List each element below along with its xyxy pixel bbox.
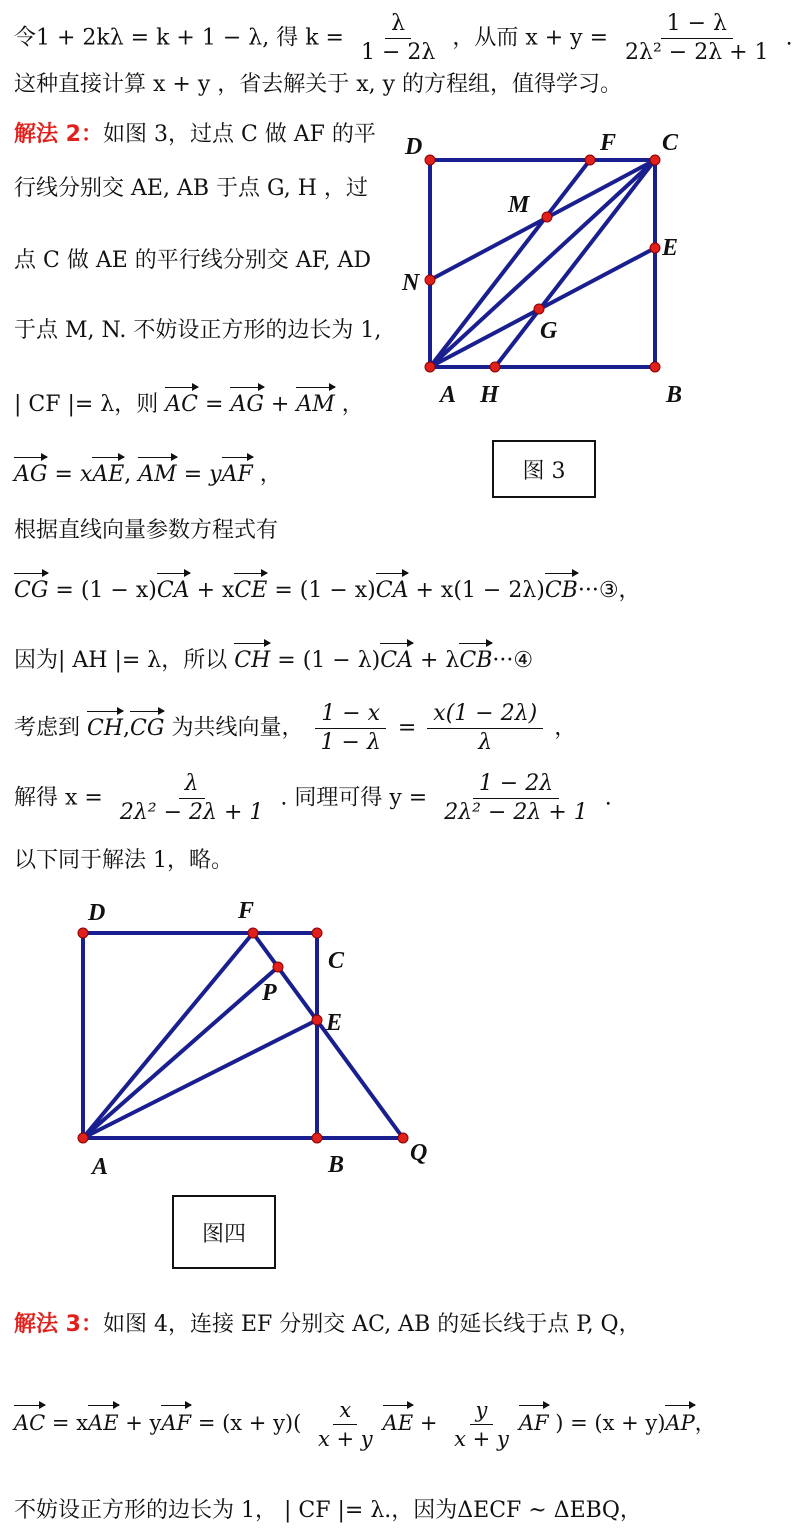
figure-4-lines: [83, 933, 403, 1138]
param-line: 根据直线向量参数方程式有: [14, 518, 279, 543]
label-B: B: [666, 382, 683, 408]
fraction-col-1: $\frac{1 - x}{1 - \lambda}$: [314, 700, 386, 757]
fraction-sum: $\frac{1 - \lambda}{\text{2λ² − 2λ + 1}}$: [625, 11, 769, 65]
label-D: D: [88, 900, 106, 926]
fraction-x: $\frac{\lambda}{\text{2λ² − 2λ + 1}}$: [119, 771, 264, 825]
text-k-eq: 令1 + 2kλ = k + 1 − λ, 得 k =: [14, 25, 344, 51]
figure-3: [390, 120, 690, 420]
label-C: C: [662, 130, 679, 156]
label-C: C: [328, 948, 345, 974]
ag-line: AG = xAE, AM = yAF ，: [14, 460, 282, 490]
ah-equation: 因为| AH |= λ，所以 CH = (1 − λ)CA + λCB···④: [14, 646, 533, 676]
line-2: 这种直接计算 x + y ，省去解关于 x, y 的方程组，值得学习。: [14, 72, 623, 97]
label-D: D: [405, 134, 423, 160]
vector-AG: AG: [230, 390, 263, 420]
fraction-k: $\frac{\lambda}{1 - 2\lambda}$: [360, 11, 436, 65]
label-Q: Q: [410, 1140, 428, 1166]
cf-line: | CF |= λ，则 AC = AG + AM ，: [14, 390, 364, 420]
sol3-line-1: 解法 3：如图 4，连接 EF 分别交 AC, AB 的延长线于点 P, Q，: [14, 1312, 641, 1337]
label-E: E: [662, 235, 679, 261]
sol2-line-3: 点 C 做 AE 的平行线分别交 AF, AD: [14, 248, 371, 273]
label-A: A: [92, 1154, 109, 1180]
sol2-line-4: 于点 M, N. 不妨设正方形的边长为 1,: [14, 318, 382, 343]
label-G: G: [540, 318, 558, 344]
label-B: B: [328, 1152, 345, 1178]
figure-4-points: [78, 928, 408, 1143]
figure-3-caption: 图 3: [492, 440, 596, 498]
collinear-line: 考虑到 CH,CG 为共线向量， $\frac{1 - x}{1 - \lambda}$ = $\frac{x(1 - 2\lambda)}{\lambda}$ ，: [14, 701, 577, 755]
vector-AM: AM: [296, 390, 334, 420]
label-F: F: [238, 898, 255, 924]
label-H: H: [480, 382, 499, 408]
solve-line: 解得 x = $\frac{\lambda}{\text{2λ² − 2λ + 1}}$ . 同理可得 y = $\frac{1 - 2\lambda}{\text{2λ² − 2λ + 1}}$ .: [14, 771, 612, 825]
text-sum-eq: ，从而 x + y =: [452, 25, 609, 51]
sol2-line-2: 行线分别交 AE, AB 于点 G, H ，过: [14, 176, 368, 201]
label-N: N: [402, 270, 420, 296]
fraction-col-2: $\frac{x(1 - 2\lambda)}{\lambda}$: [427, 700, 543, 757]
label-E: E: [326, 1010, 343, 1036]
fraction-s3-x: $\frac{x}{x + y}$: [318, 1398, 373, 1451]
label-P: P: [262, 980, 277, 1006]
cg-equation: CG = (1 − x)CA + xCE = (1 − x)CA + x(1 − 2λ)CB···③，: [14, 576, 641, 606]
segment-AF: [83, 933, 253, 1138]
figure-4-caption: 图四: [172, 1195, 276, 1269]
line-1: 令1 + 2kλ = k + 1 − λ, 得 k = $\frac{\lambda}{1 - 2\lambda}$ ，从而 x + y = $\frac{1 - \lambda}{\text{2λ² − 2λ + 1}}$ .: [14, 11, 793, 65]
label-A: A: [440, 382, 457, 408]
sol2-line-1: 解法 2：如图 3，过点 C 做 AF 的平: [14, 122, 376, 147]
fraction-y: $\frac{1 - 2\lambda}{\text{2λ² − 2λ + 1}}$: [444, 771, 588, 825]
fraction-s3-y: $\frac{y}{x + y}$: [454, 1398, 509, 1451]
same-as-line: 以下同于解法 1，略。: [14, 848, 233, 873]
sol2-label: 解法 2：: [14, 122, 103, 147]
figure-4: [60, 890, 460, 1190]
label-M: M: [508, 192, 530, 218]
last-line: 不妨设正方形的边长为 1， | CF |= λ.，因为ΔECF ~ ΔEBQ，: [14, 1498, 642, 1523]
label-F: F: [600, 130, 617, 156]
vector-AC: AC: [165, 390, 198, 420]
sol3-label: 解法 3：: [14, 1312, 103, 1337]
sol3-equation: AC = xAE + yAF = (x + y)( $\frac{x}{x + y}$ AE + $\frac{y}{x + y}$ AF ) = (x + y)AP，: [14, 1398, 716, 1451]
